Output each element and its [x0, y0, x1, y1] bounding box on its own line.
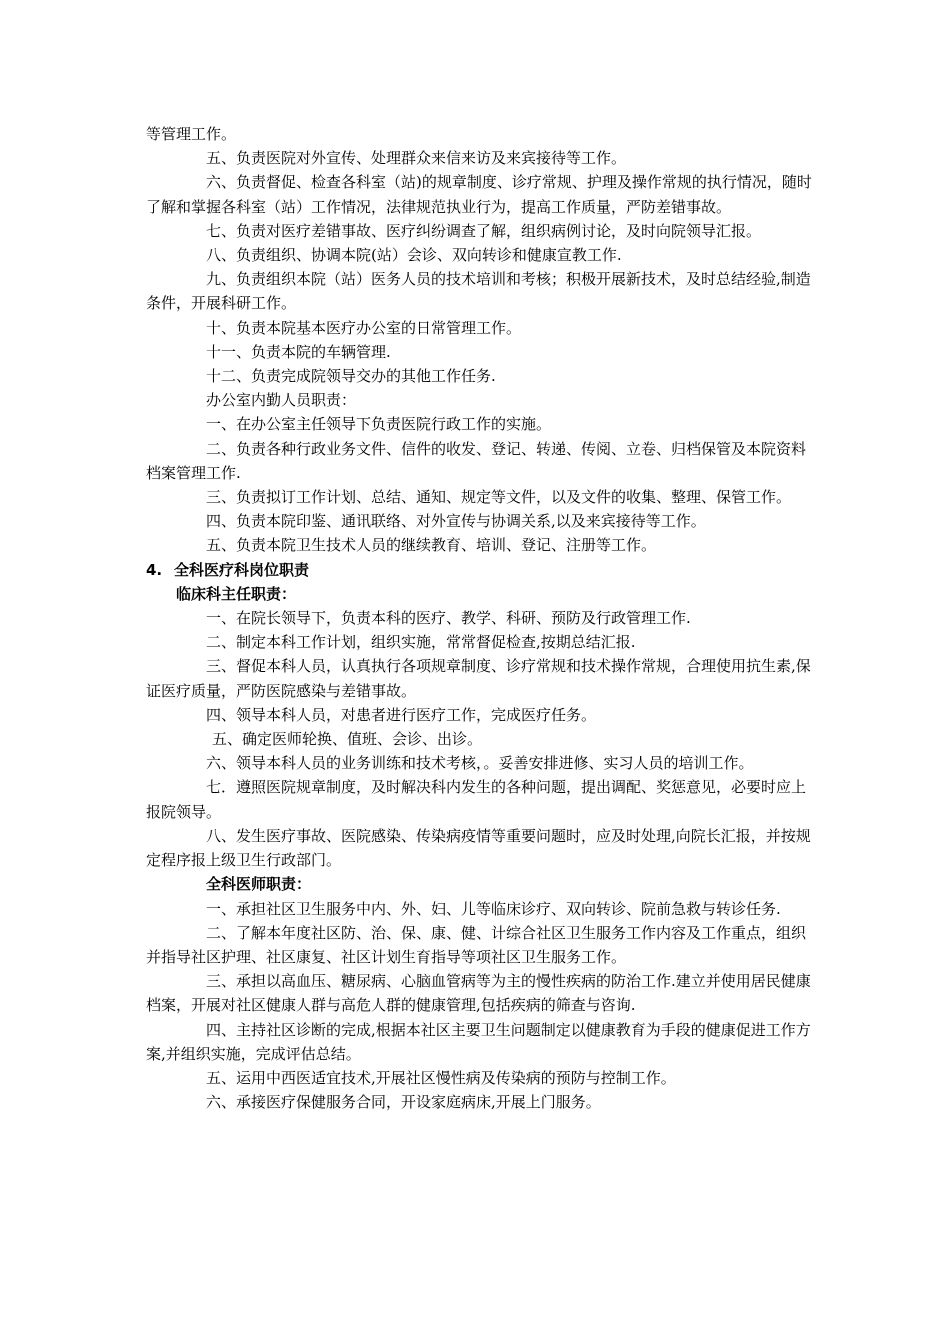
paragraph: 十一、负责本院的车辆管理.: [206, 342, 391, 361]
paragraph: 六、承接医疗保健服务合同，开设家庭病床,开展上门服务。: [206, 1093, 601, 1112]
paragraph: 四、领导本科人员，对患者进行医疗工作，完成医疗任务。: [206, 705, 597, 724]
paragraph: 五、负责本院卫生技术人员的继续教育、培训、登记、注册等工作。: [206, 536, 657, 555]
paragraph: 八、负责组织、协调本院(站）会诊、双向转诊和健康宣教工作.: [206, 246, 622, 265]
paragraph: 三、督促本科人员，认真执行各项规章制度、诊疗常规和技术操作常规，合理使用抗生素,保证医疗质量，严防医院感染与差错事故。: [146, 657, 811, 700]
paragraph: 七、负责对医疗差错事故、医疗纠纷调查了解，组织病例讨论，及时向院领导汇报。: [206, 221, 762, 240]
paragraph: 一、在院长领导下，负责本科的医疗、教学、科研、预防及行政管理工作.: [206, 609, 691, 628]
paragraph: 办公室内勤人员职责：: [206, 391, 357, 410]
paragraph: 等管理工作。: [146, 125, 237, 143]
section-title: 全科医疗科岗位职责: [174, 560, 310, 579]
paragraph: 二、制定本科工作计划，组织实施，常常督促检查,按期总结汇报.: [206, 633, 636, 652]
paragraph: 七．遵照医院规章制度，及时解决科内发生的各种问题，提出调配、奖惩意见，必要时应上报院领导。: [146, 778, 807, 821]
clinical-director-duties: [146, 606, 818, 872]
subheading-clinical-director: 临床科主任职责：: [176, 584, 297, 603]
paragraph: 一、在办公室主任领导下负责医院行政工作的实施。: [206, 415, 552, 434]
paragraph: 十二、负责完成院领导交办的其他工作任务.: [206, 367, 496, 386]
paragraph: 三、负责拟订工作计划、总结、通知、规定等文件，以及文件的收集、整理、保管工作。: [206, 488, 792, 507]
paragraph: 六、领导本科人员的业务训练和技术考核，。妥善安排进修、实习人员的培训工作。: [206, 754, 754, 773]
paragraph: 五、运用中西医适宜技术,开展社区慢性病及传染病的预防与控制工作。: [206, 1068, 676, 1087]
paragraph: 九、负责组织本院（站）医务人员的技术培训和考核；积极开展新技术，及时总结经验,制造条件，开展科研工作。: [146, 270, 811, 313]
paragraph: 三、承担以高血压、糖尿病、心脑血管病等为主的慢性疾病的防治工作.建立并使用居民健康档案，开展对社区健康人群与高危人群的健康管理,包括疾病的筛查与咨询.: [146, 972, 811, 1015]
paragraph: 五、负责医院对外宣传、处理群众来信来访及来宾接待等工作。: [206, 149, 627, 168]
section-heading: [146, 558, 818, 582]
document-body: [146, 122, 818, 1114]
section-number: 4.: [146, 560, 163, 579]
paragraph: 六、负责督促、检查各科室（站)的规章制度、诊疗常规、护理及操作常规的执行情况，随时了解和掌握各科室（站）工作情况，法律规范执业行为，提高工作质量，严防差错事故。: [146, 173, 812, 216]
subheading-general-practitioner: 全科医师职责：: [206, 875, 312, 894]
general-practitioner-duties: [146, 897, 818, 1115]
paragraph: 四、主持社区诊断的完成,根据本社区主要卫生问题制定以健康教育为手段的健康促进工作方案,并组织实施，完成评估总结。: [146, 1020, 811, 1063]
office-duties-section: [146, 122, 818, 558]
paragraph: 十、负责本院基本医疗办公室的日常管理工作。: [206, 318, 522, 337]
paragraph: 四、负责本院印鉴、通讯联络、对外宣传与协调关系,以及来宾接待等工作。: [206, 512, 706, 531]
paragraph: 二、了解本年度社区防、治、保、康、健、计综合社区卫生服务工作内容及工作重点，组织并指导社区护理、社区康复、社区计划生育指导等项社区卫生服务工作。: [146, 923, 807, 966]
paragraph: 五、确定医师轮换、值班、会诊、出诊。: [212, 730, 483, 749]
paragraph: 一、承担社区卫生服务中内、外、妇、儿等临床诊疗、双向转诊、院前急救与转诊任务.: [206, 899, 781, 918]
paragraph: 八、发生医疗事故、医院感染、传染病疫情等重要问题时，应及时处理,向院长汇报，并按规定程序报上级卫生行政部门。: [146, 826, 811, 870]
paragraph: 二、负责各种行政业务文件、信件的收发、登记、转递、传阅、立卷、归档保管及本院资料档案管理工作.: [146, 439, 807, 482]
